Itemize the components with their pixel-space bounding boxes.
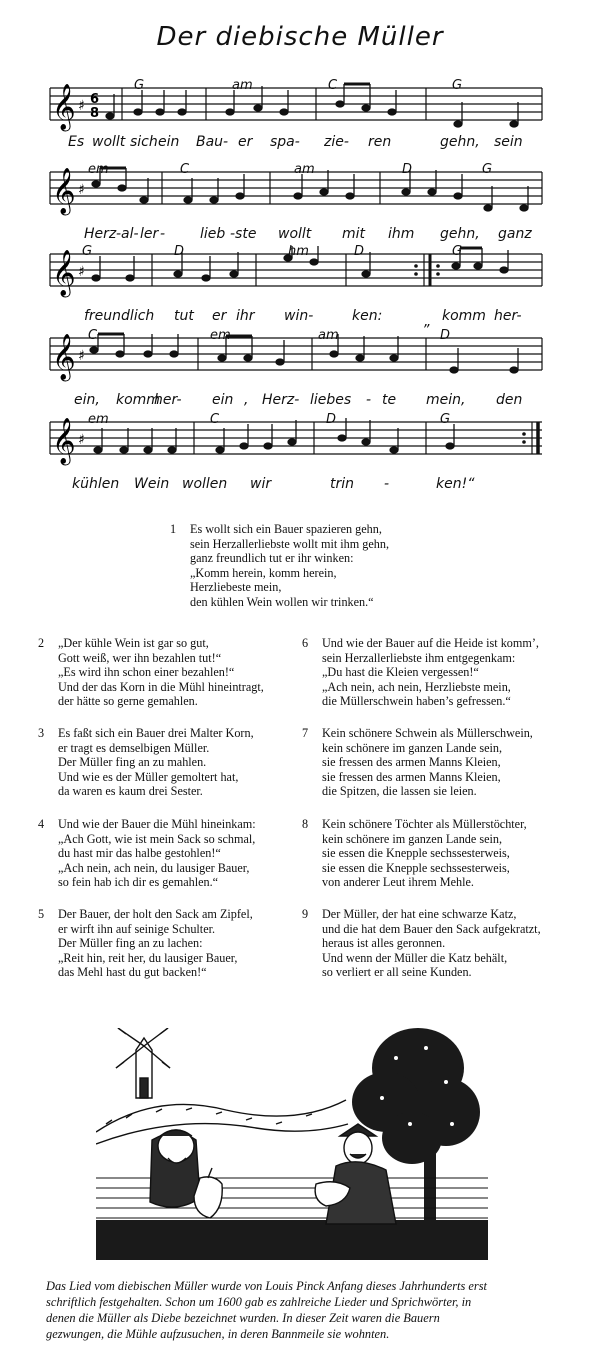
- svg-text:6: 6: [90, 92, 100, 107]
- svg-text:𝄞: 𝄞: [52, 168, 76, 214]
- lyric-syllable: lieb: [200, 226, 226, 242]
- caption-line: schriftlich festgehalten. Schon um 1600 gab es zahlreiche Lieder und Sprichwörter, in: [46, 1295, 472, 1309]
- verse-line: „Komm herein, komm herein,: [190, 565, 337, 580]
- lyric-syllable: win-: [284, 308, 314, 324]
- verse-line: Und der das Korn in die Mühl hineintragt,: [58, 679, 264, 694]
- lyric-syllable: ein,: [74, 392, 100, 408]
- chord: D: [402, 162, 413, 177]
- svg-text:♯: ♯: [78, 182, 85, 198]
- lyric-syllable: gehn,: [440, 134, 480, 150]
- svg-text:♯: ♯: [78, 98, 85, 114]
- lyric-syllable: trin: [330, 476, 355, 492]
- lyric-syllable: ken!“: [436, 476, 475, 492]
- lyric-syllable: wollt: [92, 134, 126, 150]
- lyric-syllable: tut: [174, 308, 194, 324]
- verse-line: „Reit hin, reit her, du lausiger Bauer,: [58, 950, 238, 965]
- lyric-syllable: -al-: [116, 226, 139, 242]
- verse-line: Der Müller fing an zu lachen:: [58, 936, 203, 951]
- chord: G: [452, 244, 463, 259]
- verse-number: 5: [38, 907, 45, 921]
- lyric-syllable: Wein: [134, 476, 170, 492]
- chord: D: [326, 412, 337, 427]
- verse-line: Kein schönere Töchter als Müllerstöchter,: [322, 817, 527, 831]
- svg-text:♯: ♯: [78, 432, 85, 448]
- verse-line: Gott weiß, wer ihn bezahlen tut!“: [58, 650, 222, 665]
- verse-line: kein schönere im ganzen Lande sein,: [322, 740, 503, 755]
- verse-line: der hätte so gerne gemahlen.: [58, 694, 198, 709]
- verse-number: 8: [302, 817, 309, 831]
- verse-line: ganz freundlich tut er ihr winken:: [190, 551, 354, 566]
- staff-lines: [48, 414, 544, 474]
- lyric-syllable: ler: [140, 226, 159, 242]
- svg-text:♯: ♯: [78, 348, 85, 364]
- lyric-syllable: zie-: [324, 134, 349, 150]
- chord: D: [174, 244, 185, 259]
- verse-line: die Müllerschwein haben’s gefressen.“: [322, 694, 511, 709]
- chord: hm: [288, 244, 309, 259]
- verse-line: „Es wird ihn schon einer bezahlen!“: [58, 665, 235, 680]
- chord: am: [294, 162, 315, 177]
- chord: C: [180, 162, 190, 177]
- verse-line: Herzliebeste mein,: [190, 580, 282, 595]
- lyric-syllable: freundlich: [84, 308, 155, 324]
- svg-text:𝄞: 𝄞: [52, 334, 76, 380]
- verse-line: „Ach nein, ach nein, du lausiger Bauer,: [58, 860, 250, 875]
- svg-text:8: 8: [90, 106, 100, 121]
- verse-line: sie essen die Knepple sechssesterweis,: [322, 860, 510, 875]
- svg-text:𝄞: 𝄞: [52, 84, 76, 130]
- chord: D: [440, 328, 451, 343]
- svg-text:♯: ♯: [78, 264, 85, 280]
- chord: D: [354, 244, 365, 259]
- miller-and-farmer-illustration: [96, 1028, 488, 1260]
- chord: C: [88, 328, 98, 343]
- lyric-syllable: den: [496, 392, 523, 408]
- verse-line: sie fressen des armen Manns Kleien,: [322, 769, 501, 784]
- verse-number: 4: [38, 817, 45, 831]
- verse-line: das Mehl hast du gut backen!“: [58, 965, 207, 980]
- verse-line: von anderer Leut ihrem Mehle.: [322, 875, 474, 890]
- svg-text:𝄞: 𝄞: [52, 250, 76, 296]
- lyric-syllable: komm: [116, 392, 160, 408]
- verse-line: sein Herzallerliebste wollt mit ihm gehn,: [190, 536, 390, 551]
- verse-line: Der Bauer, der holt den Sack am Zipfel,: [58, 907, 253, 921]
- lyric-syllable: mein,: [426, 392, 466, 408]
- verse-number: 9: [302, 907, 309, 921]
- caption-line: Das Lied vom diebischen Müller wurde von Louis Pinck Anfang dieses Jahrhunderts erst: [46, 1279, 487, 1293]
- staff-lines: [48, 80, 544, 140]
- illustration-drawing: [96, 1028, 488, 1260]
- lyric-syllable: kühlen: [72, 476, 120, 492]
- lyric-syllable: ganz: [498, 226, 532, 242]
- staff-lines: [48, 330, 544, 390]
- verse-line: und die hat dem Bauer den Sack aufgekratzt,: [322, 921, 541, 936]
- lyric-syllable: Herz-: [262, 392, 300, 408]
- svg-text:𝄞: 𝄞: [52, 418, 76, 464]
- song-title: Der diebische Müller: [156, 22, 444, 52]
- verse-line: „Der kühle Wein ist gar so gut,: [58, 636, 209, 650]
- verse-line: Und wie es der Müller gemoltert hat,: [58, 769, 239, 784]
- lyric-syllable: komm: [442, 308, 486, 324]
- verse-line: heraus ist alles geronnen.: [322, 936, 446, 951]
- lyric-syllable: wir: [250, 476, 272, 492]
- lyric-syllable: Bau-: [196, 134, 229, 150]
- lyric-syllable: -ste: [230, 226, 257, 242]
- verse-line: sein Herzallerliebste ihm entgegenkam:: [322, 650, 516, 665]
- verse-line: „Du hast die Kleien vergessen!“: [322, 665, 479, 680]
- lyric-syllable: ihm: [388, 226, 415, 242]
- lyric-syllable: ihr: [236, 308, 255, 324]
- verse-line: so verliert er all seine Kunden.: [322, 965, 472, 980]
- verse-line: Und wie der Bauer die Mühl hineinkam:: [58, 817, 256, 831]
- lyric-syllable: sich: [130, 134, 158, 150]
- lyric-syllable: Herz: [84, 226, 117, 242]
- verse-line: den kühlen Wein wollen wir trinken.“: [190, 594, 374, 609]
- lyric-syllable: spa-: [270, 134, 300, 150]
- verse-number: 3: [38, 726, 45, 740]
- lyric-syllable: Es: [68, 134, 85, 150]
- verse-line: er tragt es demselbigen Müller.: [58, 740, 210, 755]
- verse-line: du hast mir das halbe gestohlen!“: [58, 846, 221, 861]
- verse-line: Kein schönere Schwein als Müllerschwein,: [322, 726, 533, 740]
- verse-line: „Ach Gott, wie ist mein Sack so schmal,: [58, 831, 256, 846]
- verse-line: „Ach nein, ach nein, Herzliebste mein,: [322, 679, 511, 694]
- lyric-syllable: -: [384, 476, 390, 492]
- verse-line: da waren es kaum drei Sester.: [58, 784, 203, 799]
- chord: G: [482, 162, 493, 177]
- verse-line: sie fressen des armen Manns Kleien,: [322, 755, 501, 770]
- verse-line: die Spitzen, die lassen sie leien.: [322, 784, 477, 799]
- lyric-syllable: wollen: [182, 476, 228, 492]
- caption: [46, 1278, 560, 1342]
- lyric-syllable: -: [366, 392, 372, 408]
- verse-line: Und wenn der Müller die Katz behält,: [322, 950, 508, 965]
- lyric-syllable: sein: [494, 134, 523, 150]
- lyric-syllable: gehn,: [440, 226, 480, 242]
- chord: G: [440, 412, 451, 427]
- verse-line: Der Müller, der hat eine schwarze Katz,: [322, 907, 517, 921]
- lyric-syllable: er: [212, 308, 227, 324]
- caption-line: gezwungen, die Mühle aufzusuchen, in deren Bannmeile sie wohnten.: [46, 1327, 390, 1341]
- lyric-syllable: er: [238, 134, 253, 150]
- verse-line: sie essen die Knepple sechssesterweis,: [322, 846, 510, 861]
- chord: C: [328, 78, 338, 93]
- lyric-syllable: ,: [244, 392, 249, 408]
- verse-line: Es faßt sich ein Bauer drei Malter Korn,: [58, 726, 254, 740]
- verse-number: 1: [170, 522, 177, 536]
- lyric-syllable: liebes: [310, 392, 352, 408]
- verse-line: Und wie der Bauer auf die Heide ist komm’,: [322, 636, 539, 650]
- lyric-syllable: her-: [154, 392, 182, 408]
- chord: G: [452, 78, 463, 93]
- verse-line: er wirft ihn auf seinige Schulter.: [58, 921, 216, 936]
- verse-line: kein schönere im ganzen Lande sein,: [322, 831, 503, 846]
- verse-number: 6: [302, 636, 309, 650]
- lyric-syllable: ren: [368, 134, 392, 150]
- lyric-syllable: mit: [342, 226, 366, 242]
- lyric-syllable: wollt: [278, 226, 312, 242]
- chord: am: [318, 328, 339, 343]
- lyric-syllable: ken:: [352, 308, 383, 324]
- lyric-syllable: „: [424, 314, 432, 330]
- verse-line: Es wollt sich ein Bauer spazieren gehn,: [190, 522, 382, 536]
- lyric-syllable: her-: [494, 308, 522, 324]
- lyric-syllable: -: [160, 226, 166, 242]
- lyric-syllable: ein: [158, 134, 180, 150]
- lyric-syllable: ein: [212, 392, 234, 408]
- chord: em: [88, 162, 109, 177]
- music-system-5: [48, 414, 544, 524]
- chord: G: [82, 244, 93, 259]
- verse-line: Der Müller fing an zu mahlen.: [58, 755, 207, 770]
- chord: C: [210, 412, 220, 427]
- chord: em: [88, 412, 109, 427]
- verse-number: 7: [302, 726, 309, 740]
- chord: am: [232, 78, 253, 93]
- verse-number: 2: [38, 636, 45, 650]
- chord: em: [210, 328, 231, 343]
- lyric-syllable: te: [382, 392, 397, 408]
- verse-line: so fein hab ich dir es gemahlen.“: [58, 875, 219, 890]
- caption-line: denen die Müller als Diebe bezeichnet wurden. In dieser Zeit waren die Bauern: [46, 1311, 440, 1325]
- chord: G: [134, 78, 145, 93]
